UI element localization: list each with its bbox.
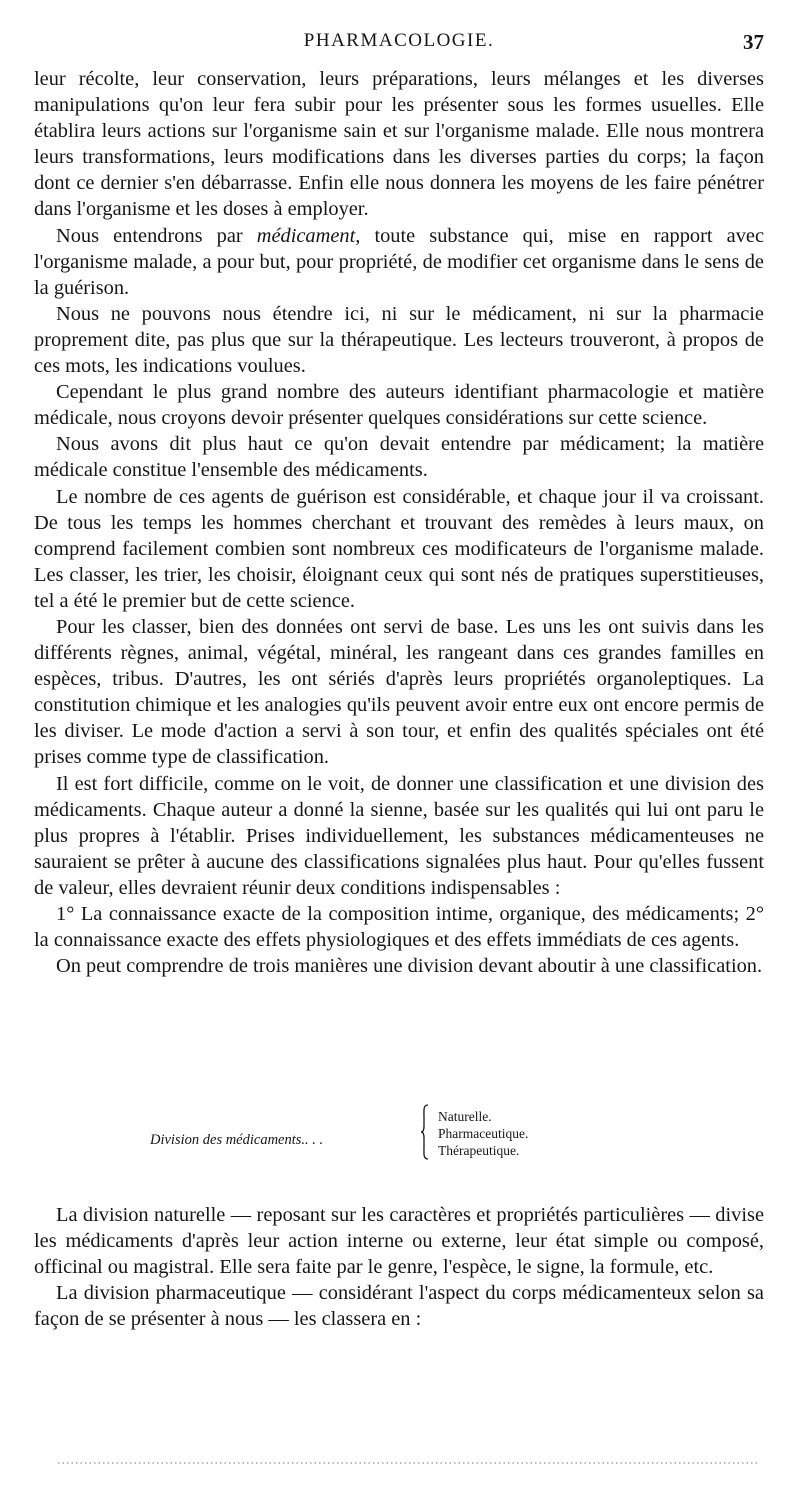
division-table bbox=[34, 1098, 764, 1166]
paragraph: Le nombre de ces agents de guérison est considérable, et chaque jour il va croissant. De tous les temps les hommes cherchant et trouvant des remèdes à leurs maux, on comprend facilement combien sont nombreux ces modificateurs de l'organisme malade. Les classer, les trier, les choisir, éloignant ceux qui sont nés de pratiques superstitieuses, tel a été le premier but de cette science. bbox=[34, 485, 764, 612]
page-number: 37 bbox=[743, 30, 764, 54]
division-items bbox=[438, 1108, 528, 1159]
division-item-naturelle: Naturelle. bbox=[438, 1109, 492, 1124]
main-text bbox=[34, 66, 764, 979]
division-item-pharmaceutique: Pharmaceutique. bbox=[438, 1126, 529, 1141]
running-header bbox=[34, 30, 764, 56]
paragraph: On peut comprendre de trois manières une division devant aboutir à une classification. bbox=[56, 955, 763, 978]
paragraph: 1° La connaissance exacte de la composition intime, organique, des médicaments; 2° la connaissance exacte des effets physiologiques et des effets immédiats de ces agents. bbox=[34, 903, 764, 952]
paragraph: Il est fort difficile, comme on le voit, de donner une classification et une division des médicaments. Chaque auteur a donné la sienne, basée sur les qualités qui lui ont paru le plus propres à l'établir. Prises individuellement, les substances médicamenteuses ne sauraient se prêter à aucune des classifications signalées plus haut. Pour qu'elles fussent de valeur, elles devraient réunir deux conditions indispensables : bbox=[34, 772, 764, 899]
definition-term: médicament bbox=[256, 224, 356, 247]
paragraph: La division naturelle — reposant sur les caractères et propriétés particulières — divise les médicaments d'après leur action interne ou externe, leur état simple ou composé, officinal ou magistral. Elle sera faite par le genre, l'espèce, le signe, la formule, etc. bbox=[34, 1204, 764, 1279]
paragraph: Cependant le plus grand nombre des auteurs identifiant pharmacologie et matière médicale, nous croyons devoir présenter quelques considérations sur cette science. bbox=[34, 381, 764, 430]
definition-after: , toute substance qui, mise en rapport avec l'organisme malade, a pour but, pour propriété, de modifier cet organisme dans le sens de la guérison. bbox=[34, 224, 764, 299]
paragraph: La division pharmaceutique — considérant l'aspect du corps médicamenteux selon sa façon de se présenter à nous — les classera en : bbox=[34, 1282, 764, 1331]
main-text-continued bbox=[34, 1202, 764, 1332]
division-label: Division des médicaments.. . . bbox=[150, 1132, 324, 1148]
paragraph-definition bbox=[34, 223, 764, 301]
paragraph: Nous ne pouvons nous étendre ici, ni sur le médicament, ni sur la pharmacie proprement dite, pas plus que sur la thérapeutique. Les lecteurs trouveront, à propos de ces mots, les indications voulues. bbox=[34, 302, 764, 378]
footer-dotted-rule bbox=[58, 1460, 758, 1466]
curly-brace-icon bbox=[420, 1104, 430, 1160]
paragraph: Pour les classer, bien des données ont servi de base. Les uns les ont suivis dans les différents règnes, animal, végétal, minéral, les rangeant dans ces grandes familles en espèces, tribus. D'autres, les ont sériés d'après leurs propriétés organoleptiques. La constitution chimique et les analogies qu'ils peuvent avoir entre eux ont encore permis de les diviser. Le mode d'action a servi à son tour, et enfin des qualités spéciales ont été prises comme type de classification. bbox=[34, 615, 764, 769]
paragraph-continued: leur récolte, leur conservation, leurs préparations, leurs mélanges et les diverses manipulations qu'on leur fera subir pour les présenter sous les formes usuelles. Elle établira leurs actions sur l'organisme sain et sur l'organisme malade. Elle nous montrera leurs transformations, leurs modifications dans les diverses parties du corps; la façon dont ce dernier s'en débarrasse. Enfin elle nous donnera les moyens de les faire pénétrer dans l'organisme et les doses à employer. bbox=[34, 68, 764, 221]
definition-before: Nous entendrons par bbox=[56, 224, 257, 247]
division-item-therapeutique: Thérapeutique. bbox=[438, 1143, 520, 1158]
running-title: PHARMACOLOGIE. bbox=[303, 30, 495, 51]
paragraph: Nous avons dit plus haut ce qu'on devait entendre par médicament; la matière médicale constitue l'ensemble des médicaments. bbox=[34, 433, 764, 482]
